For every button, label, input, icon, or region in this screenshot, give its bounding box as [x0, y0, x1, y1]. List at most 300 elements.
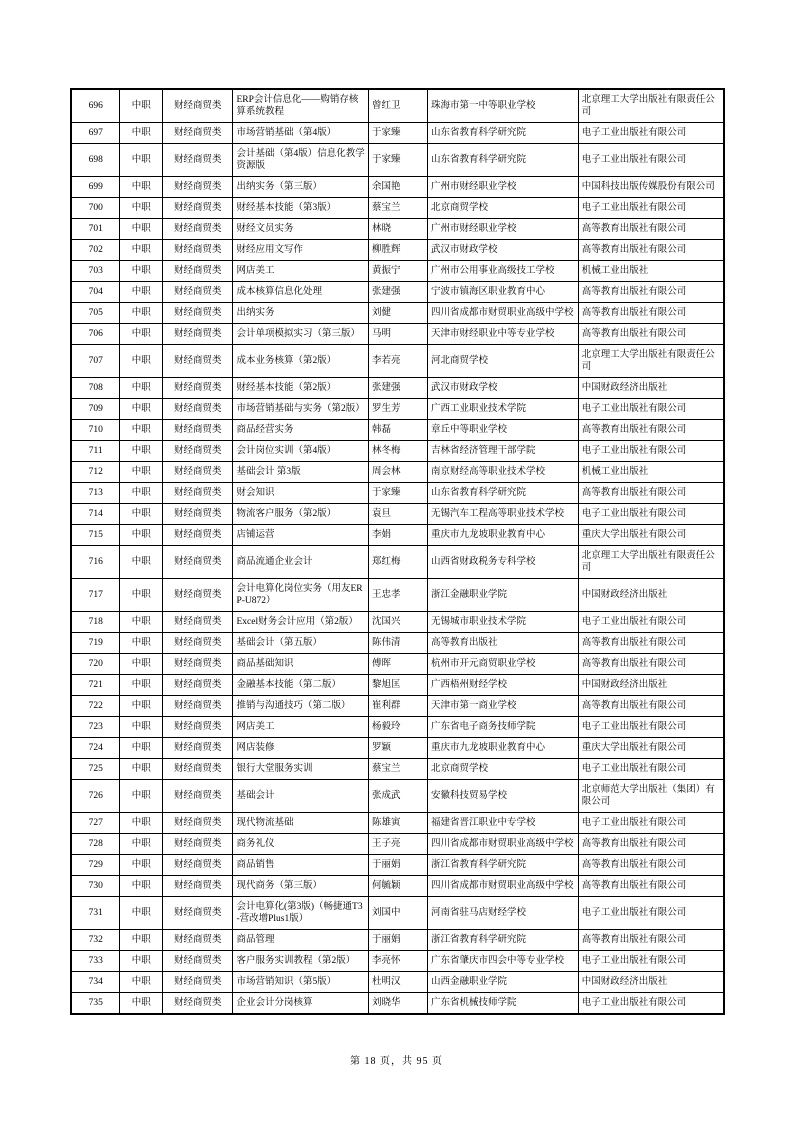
table-row: [71, 177, 724, 198]
cell-title: 企业会计分岗核算: [233, 993, 368, 1015]
cell-title: 成本核算信息化处理: [233, 282, 368, 303]
cell-category: 财经商贸类: [163, 579, 233, 612]
cell-title: 网店装修: [233, 738, 368, 759]
cell-category: 财经商贸类: [163, 759, 233, 780]
cell-no: 713: [71, 483, 120, 504]
cell-publisher: 电子工业出版社有限公司: [578, 717, 724, 738]
table-row: [71, 780, 724, 813]
cell-level: 中职: [120, 89, 163, 123]
cell-title: 基础会计（第五版）: [233, 633, 368, 654]
cell-school: 章丘中等职业学校: [428, 420, 579, 441]
cell-publisher: 高等教育出版社有限公司: [578, 855, 724, 876]
cell-publisher: 北京理工大学出版社有限责任公司: [578, 89, 724, 123]
cell-no: 704: [71, 282, 120, 303]
cell-category: 财经商贸类: [163, 951, 233, 972]
cell-school: 河南省驻马店财经学校: [428, 897, 579, 930]
cell-author: 柳胜辉: [368, 240, 427, 261]
cell-no: 723: [71, 717, 120, 738]
cell-publisher: 中国财政经济出版社: [578, 378, 724, 399]
cell-school: 广东省机械技师学院: [428, 993, 579, 1015]
cell-no: 724: [71, 738, 120, 759]
cell-school: 四川省成都市财贸职业高级中学校: [428, 876, 579, 897]
table-row: [71, 324, 724, 345]
cell-publisher: 高等教育出版社有限公司: [578, 282, 724, 303]
table-row: [71, 696, 724, 717]
cell-author: 李亮怀: [368, 951, 427, 972]
cell-publisher: 电子工业出版社有限公司: [578, 399, 724, 420]
cell-title: 网店美工: [233, 261, 368, 282]
table-row: [71, 717, 724, 738]
cell-no: 719: [71, 633, 120, 654]
cell-publisher: 电子工业出版社有限公司: [578, 813, 724, 834]
cell-category: 财经商贸类: [163, 462, 233, 483]
table-row: [71, 972, 724, 993]
cell-title: 财经基本技能（第2版）: [233, 378, 368, 399]
cell-level: 中职: [120, 177, 163, 198]
cell-level: 中职: [120, 897, 163, 930]
cell-publisher: 电子工业出版社有限公司: [578, 198, 724, 219]
cell-category: 财经商贸类: [163, 219, 233, 240]
cell-school: 武汉市财政学校: [428, 240, 579, 261]
cell-no: 711: [71, 441, 120, 462]
cell-level: 中职: [120, 198, 163, 219]
cell-category: 财经商贸类: [163, 483, 233, 504]
cell-author: 刘健: [368, 303, 427, 324]
cell-school: 广西工业职业技术学院: [428, 399, 579, 420]
cell-level: 中职: [120, 420, 163, 441]
cell-category: 财经商贸类: [163, 144, 233, 177]
cell-title: 基础会计: [233, 780, 368, 813]
cell-no: 696: [71, 89, 120, 123]
cell-category: 财经商贸类: [163, 240, 233, 261]
table-row: [71, 855, 724, 876]
cell-no: 717: [71, 579, 120, 612]
cell-school: 北京商贸学校: [428, 759, 579, 780]
cell-author: 陈伟清: [368, 633, 427, 654]
cell-school: 广州市财经职业学校: [428, 177, 579, 198]
cell-no: 718: [71, 612, 120, 633]
cell-author: 崔利群: [368, 696, 427, 717]
table-row: [71, 123, 724, 144]
cell-school: 北京商贸学校: [428, 198, 579, 219]
cell-title: 商品销售: [233, 855, 368, 876]
textbook-table: [70, 88, 725, 1015]
cell-category: 财经商贸类: [163, 612, 233, 633]
cell-publisher: 电子工业出版社有限公司: [578, 951, 724, 972]
cell-publisher: 电子工业出版社有限公司: [578, 993, 724, 1015]
cell-author: 余国艳: [368, 177, 427, 198]
cell-title: 财会知识: [233, 483, 368, 504]
cell-title: 网店美工: [233, 717, 368, 738]
table-row: [71, 420, 724, 441]
cell-category: 财经商贸类: [163, 717, 233, 738]
table-row: [71, 759, 724, 780]
cell-level: 中职: [120, 240, 163, 261]
table-row: [71, 483, 724, 504]
cell-category: 财经商贸类: [163, 546, 233, 579]
cell-publisher: 高等教育出版社有限公司: [578, 324, 724, 345]
cell-publisher: 电子工业出版社有限公司: [578, 504, 724, 525]
cell-publisher: 北京理工大学出版社有限责任公司: [578, 546, 724, 579]
cell-category: 财经商贸类: [163, 876, 233, 897]
cell-level: 中职: [120, 483, 163, 504]
cell-category: 财经商贸类: [163, 633, 233, 654]
cell-school: 高等教育出版社: [428, 633, 579, 654]
table-row: [71, 951, 724, 972]
cell-publisher: 高等教育出版社有限公司: [578, 834, 724, 855]
cell-publisher: 机械工业出版社: [578, 261, 724, 282]
cell-category: 财经商贸类: [163, 813, 233, 834]
cell-publisher: 电子工业出版社有限公司: [578, 759, 724, 780]
table-row: [71, 399, 724, 420]
cell-level: 中职: [120, 813, 163, 834]
table-row: [71, 834, 724, 855]
cell-author: 罗颖: [368, 738, 427, 759]
cell-publisher: 电子工业出版社有限公司: [578, 144, 724, 177]
cell-level: 中职: [120, 441, 163, 462]
cell-author: 张建强: [368, 378, 427, 399]
cell-level: 中职: [120, 717, 163, 738]
cell-school: 山西金融职业学院: [428, 972, 579, 993]
cell-no: 698: [71, 144, 120, 177]
cell-category: 财经商贸类: [163, 855, 233, 876]
cell-school: 浙江省教育科学研究院: [428, 930, 579, 951]
cell-author: 张成武: [368, 780, 427, 813]
cell-author: 黎旭匡: [368, 675, 427, 696]
cell-author: 杨毅玲: [368, 717, 427, 738]
cell-category: 财经商贸类: [163, 123, 233, 144]
table-row: [71, 345, 724, 378]
cell-author: 于丽娟: [368, 855, 427, 876]
cell-publisher: 高等教育出版社有限公司: [578, 240, 724, 261]
cell-title: 会计单项模拟实习（第三版）: [233, 324, 368, 345]
cell-school: 宁波市镇海区职业教育中心: [428, 282, 579, 303]
cell-school: 四川省成都市财贸职业高级中学校: [428, 303, 579, 324]
cell-school: 珠海市第一中等职业学校: [428, 89, 579, 123]
cell-school: 山东省教育科学研究院: [428, 483, 579, 504]
cell-author: 郑红梅: [368, 546, 427, 579]
table-row: [71, 219, 724, 240]
cell-category: 财经商贸类: [163, 89, 233, 123]
cell-title: 财经文员实务: [233, 219, 368, 240]
cell-publisher: 北京师范大学出版社（集团）有限公司: [578, 780, 724, 813]
cell-title: Excel财务会计应用（第2版）: [233, 612, 368, 633]
cell-category: 财经商贸类: [163, 504, 233, 525]
cell-author: 韩磊: [368, 420, 427, 441]
cell-category: 财经商贸类: [163, 780, 233, 813]
cell-publisher: 电子工业出版社有限公司: [578, 123, 724, 144]
cell-no: 701: [71, 219, 120, 240]
cell-category: 财经商贸类: [163, 738, 233, 759]
cell-title: 店铺运营: [233, 525, 368, 546]
cell-school: 浙江省教育科学研究院: [428, 855, 579, 876]
table-row: [71, 144, 724, 177]
table-row: [71, 675, 724, 696]
cell-author: 沈国兴: [368, 612, 427, 633]
cell-no: 705: [71, 303, 120, 324]
cell-no: 720: [71, 654, 120, 675]
table-row: [71, 993, 724, 1015]
table-row: [71, 897, 724, 930]
cell-school: 无锡城市职业技术学院: [428, 612, 579, 633]
cell-category: 财经商贸类: [163, 324, 233, 345]
cell-title: 金融基本技能（第二版）: [233, 675, 368, 696]
cell-author: 蔡宝兰: [368, 759, 427, 780]
cell-title: 商品流通企业会计: [233, 546, 368, 579]
cell-publisher: 电子工业出版社有限公司: [578, 897, 724, 930]
cell-author: 罗生芳: [368, 399, 427, 420]
cell-category: 财经商贸类: [163, 303, 233, 324]
cell-no: 697: [71, 123, 120, 144]
cell-title: 会计岗位实训（第4版）: [233, 441, 368, 462]
cell-level: 中职: [120, 324, 163, 345]
table-row: [71, 462, 724, 483]
cell-author: 于家臻: [368, 144, 427, 177]
cell-author: 王子亮: [368, 834, 427, 855]
cell-school: 重庆市九龙坡职业教育中心: [428, 525, 579, 546]
cell-school: 山东省教育科学研究院: [428, 144, 579, 177]
cell-title: 市场营销基础（第4版）: [233, 123, 368, 144]
cell-no: 721: [71, 675, 120, 696]
cell-title: 推销与沟通技巧（第二版）: [233, 696, 368, 717]
cell-category: 财经商贸类: [163, 930, 233, 951]
cell-level: 中职: [120, 930, 163, 951]
cell-level: 中职: [120, 123, 163, 144]
cell-no: 722: [71, 696, 120, 717]
cell-author: 蔡宝兰: [368, 198, 427, 219]
table-row: [71, 261, 724, 282]
cell-level: 中职: [120, 855, 163, 876]
cell-level: 中职: [120, 675, 163, 696]
cell-publisher: 重庆大学出版社有限公司: [578, 738, 724, 759]
cell-title: 财经基本技能（第3版）: [233, 198, 368, 219]
cell-no: 702: [71, 240, 120, 261]
cell-category: 财经商贸类: [163, 399, 233, 420]
cell-category: 财经商贸类: [163, 198, 233, 219]
cell-title: 财经应用文写作: [233, 240, 368, 261]
cell-school: 浙江金融职业学院: [428, 579, 579, 612]
cell-school: 福建省晋江职业中专学校: [428, 813, 579, 834]
cell-level: 中职: [120, 834, 163, 855]
cell-title: 现代物流基础: [233, 813, 368, 834]
cell-level: 中职: [120, 282, 163, 303]
cell-publisher: 中国财政经济出版社: [578, 579, 724, 612]
cell-publisher: 高等教育出版社有限公司: [578, 303, 724, 324]
cell-school: 河北商贸学校: [428, 345, 579, 378]
cell-publisher: 北京理工大学出版社有限责任公司: [578, 345, 724, 378]
cell-level: 中职: [120, 303, 163, 324]
cell-level: 中职: [120, 993, 163, 1015]
cell-no: 699: [71, 177, 120, 198]
cell-author: 李娟: [368, 525, 427, 546]
cell-school: 重庆市九龙坡职业教育中心: [428, 738, 579, 759]
cell-publisher: 机械工业出版社: [578, 462, 724, 483]
cell-category: 财经商贸类: [163, 897, 233, 930]
cell-no: 715: [71, 525, 120, 546]
cell-category: 财经商贸类: [163, 834, 233, 855]
table-row: [71, 654, 724, 675]
cell-category: 财经商贸类: [163, 675, 233, 696]
cell-category: 财经商贸类: [163, 378, 233, 399]
cell-publisher: 重庆大学出版社有限公司: [578, 525, 724, 546]
cell-title: 现代商务（第三版）: [233, 876, 368, 897]
table-row: [71, 813, 724, 834]
cell-no: 734: [71, 972, 120, 993]
cell-category: 财经商贸类: [163, 441, 233, 462]
cell-title: 客户服务实训教程（第2版）: [233, 951, 368, 972]
cell-level: 中职: [120, 612, 163, 633]
cell-title: 商品经营实务: [233, 420, 368, 441]
cell-school: 吉林省经济管理干部学院: [428, 441, 579, 462]
cell-author: 林冬梅: [368, 441, 427, 462]
cell-level: 中职: [120, 759, 163, 780]
cell-level: 中职: [120, 696, 163, 717]
table-row: [71, 240, 724, 261]
cell-school: 武汉市财政学校: [428, 378, 579, 399]
cell-author: 于家臻: [368, 483, 427, 504]
cell-level: 中职: [120, 219, 163, 240]
cell-level: 中职: [120, 144, 163, 177]
cell-publisher: 高等教育出版社有限公司: [578, 483, 724, 504]
cell-level: 中职: [120, 654, 163, 675]
cell-school: 天津市第一商业学校: [428, 696, 579, 717]
cell-level: 中职: [120, 345, 163, 378]
cell-title: 商品管理: [233, 930, 368, 951]
cell-author: 李若亮: [368, 345, 427, 378]
cell-no: 731: [71, 897, 120, 930]
cell-publisher: 电子工业出版社有限公司: [578, 441, 724, 462]
cell-publisher: 电子工业出版社有限公司: [578, 612, 724, 633]
cell-no: 700: [71, 198, 120, 219]
cell-publisher: 高等教育出版社有限公司: [578, 930, 724, 951]
cell-no: 726: [71, 780, 120, 813]
cell-level: 中职: [120, 525, 163, 546]
cell-category: 财经商贸类: [163, 261, 233, 282]
cell-no: 710: [71, 420, 120, 441]
cell-level: 中职: [120, 738, 163, 759]
cell-school: 广东省肇庆市四会中等专业学校: [428, 951, 579, 972]
cell-category: 财经商贸类: [163, 177, 233, 198]
page-number-indicator: 第 18 页，共 95 页: [350, 1056, 443, 1067]
cell-title: 市场营销基础与实务（第2版）: [233, 399, 368, 420]
cell-school: 广州市公用事业高级技工学校: [428, 261, 579, 282]
cell-no: 732: [71, 930, 120, 951]
table-row: [71, 525, 724, 546]
table-row: [71, 303, 724, 324]
cell-no: 728: [71, 834, 120, 855]
cell-level: 中职: [120, 951, 163, 972]
cell-level: 中职: [120, 579, 163, 612]
cell-school: 山东省教育科学研究院: [428, 123, 579, 144]
cell-author: 林晓: [368, 219, 427, 240]
table-row: [71, 441, 724, 462]
cell-title: ERP会计信息化——购销存核算系统教程: [233, 89, 368, 123]
table-row: [71, 546, 724, 579]
cell-no: 707: [71, 345, 120, 378]
cell-no: 716: [71, 546, 120, 579]
cell-level: 中职: [120, 504, 163, 525]
cell-category: 财经商贸类: [163, 696, 233, 717]
cell-author: 傅晖: [368, 654, 427, 675]
cell-level: 中职: [120, 546, 163, 579]
cell-category: 财经商贸类: [163, 525, 233, 546]
table-row: [71, 633, 724, 654]
cell-level: 中职: [120, 399, 163, 420]
cell-school: 广西梧州财经学校: [428, 675, 579, 696]
cell-category: 财经商贸类: [163, 345, 233, 378]
cell-publisher: 高等教育出版社有限公司: [578, 654, 724, 675]
cell-category: 财经商贸类: [163, 993, 233, 1015]
cell-level: 中职: [120, 972, 163, 993]
cell-no: 729: [71, 855, 120, 876]
cell-school: 四川省成都市财贸职业高级中学校: [428, 834, 579, 855]
cell-publisher: 高等教育出版社有限公司: [578, 876, 724, 897]
cell-no: 714: [71, 504, 120, 525]
cell-no: 708: [71, 378, 120, 399]
cell-publisher: 高等教育出版社有限公司: [578, 633, 724, 654]
cell-author: 黄振宁: [368, 261, 427, 282]
cell-author: 杜明汉: [368, 972, 427, 993]
table-row: [71, 89, 724, 123]
table-row: [71, 198, 724, 219]
cell-school: 南京财经高等职业技术学校: [428, 462, 579, 483]
cell-no: 712: [71, 462, 120, 483]
cell-category: 财经商贸类: [163, 282, 233, 303]
cell-level: 中职: [120, 876, 163, 897]
cell-level: 中职: [120, 780, 163, 813]
cell-publisher: 中国科技出版传媒股份有限公司: [578, 177, 724, 198]
cell-author: 王忠孝: [368, 579, 427, 612]
cell-school: 天津市财经职业中等专业学校: [428, 324, 579, 345]
table-row: [71, 612, 724, 633]
cell-title: 会计基础（第4版）信息化教学资源版: [233, 144, 368, 177]
cell-level: 中职: [120, 462, 163, 483]
cell-publisher: 高等教育出版社有限公司: [578, 219, 724, 240]
table-row: [71, 738, 724, 759]
cell-no: 709: [71, 399, 120, 420]
cell-level: 中职: [120, 378, 163, 399]
cell-title: 商品基础知识: [233, 654, 368, 675]
cell-school: 山西省财政税务专科学校: [428, 546, 579, 579]
cell-author: 陈雄寅: [368, 813, 427, 834]
cell-author: 曾红卫: [368, 89, 427, 123]
table-row: [71, 876, 724, 897]
cell-school: 杭州市开元商贸职业学校: [428, 654, 579, 675]
table-row: [71, 282, 724, 303]
cell-title: 市场营销知识（第5版）: [233, 972, 368, 993]
cell-author: 刘国中: [368, 897, 427, 930]
cell-publisher: 高等教育出版社有限公司: [578, 696, 724, 717]
cell-title: 出纳实务: [233, 303, 368, 324]
cell-title: 银行大堂服务实训: [233, 759, 368, 780]
cell-no: 725: [71, 759, 120, 780]
cell-author: 于家臻: [368, 123, 427, 144]
cell-author: 周会林: [368, 462, 427, 483]
cell-school: 无锡汽车工程高等职业技术学校: [428, 504, 579, 525]
cell-publisher: 高等教育出版社有限公司: [578, 420, 724, 441]
cell-title: 会计电算化(第3版)（畅捷通T3-营改增Plus1版）: [233, 897, 368, 930]
cell-no: 706: [71, 324, 120, 345]
table-row: [71, 378, 724, 399]
table-row: [71, 579, 724, 612]
cell-no: 733: [71, 951, 120, 972]
cell-school: 广东省电子商务技师学院: [428, 717, 579, 738]
cell-author: 刘晓华: [368, 993, 427, 1015]
cell-author: 马明: [368, 324, 427, 345]
cell-level: 中职: [120, 633, 163, 654]
cell-category: 财经商贸类: [163, 420, 233, 441]
cell-no: 727: [71, 813, 120, 834]
